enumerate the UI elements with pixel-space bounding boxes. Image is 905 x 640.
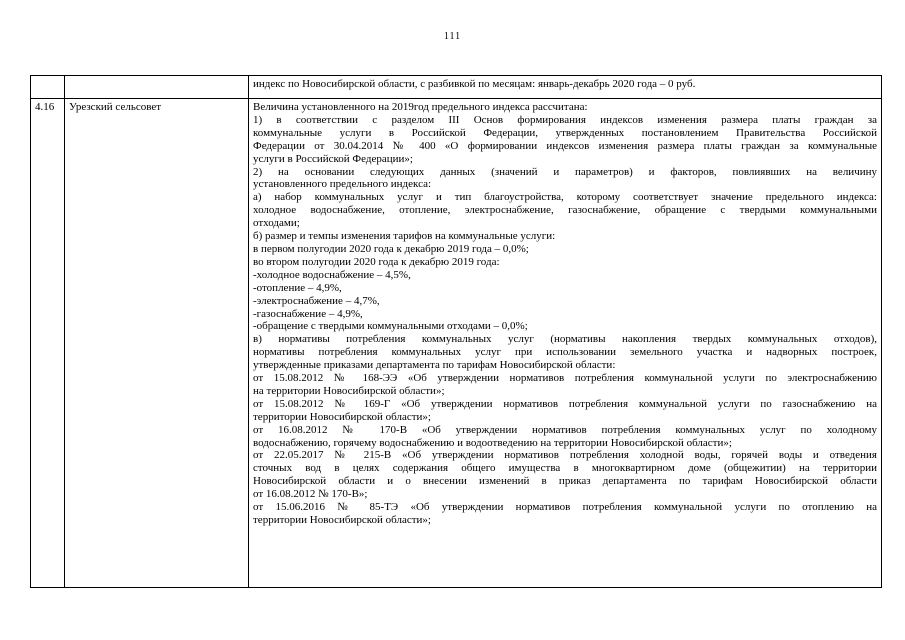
text-line: от 15.06.2016 № 85-ТЭ «Об утверждении нормативов потребления коммунальной услуги по отоплению на (253, 501, 877, 514)
text-line: нормативы потребления коммунальных услуг при использовании земельного участка и надворных построек, (253, 346, 877, 359)
text-line: а) набор коммунальных услуг и тип благоустройства, которому соответствует значение предельного индекса: (253, 191, 877, 204)
text-line: -холодное водоснабжение – 4,5%, (253, 268, 411, 281)
text-line: отходами; (253, 217, 300, 230)
text-line: водоснабжению, горячему водоснабжению и водоотведению на территории Новосибирской области»; (253, 436, 732, 449)
text-line: на территории Новосибирской области»; (253, 384, 445, 397)
text-line: во втором полугодии 2020 года к декабрю 2019 года: (253, 255, 500, 268)
text-line: от 15.08.2012 № 169-Г «Об утверждении нормативов потребления коммунальной услуги по газоснабжению на (253, 397, 877, 410)
tariff-table (30, 75, 882, 588)
text-line: от 16.08.2012 № 170-В»; (253, 488, 368, 501)
text-line: территории Новосибирской области»; (253, 514, 431, 526)
text-line: сточных вод в целях содержания общего имущества в многоквартирном доме (общежитии) на территории (253, 462, 877, 475)
text-line: Величина установленного на 2019год предельного индекса рассчитана: (253, 101, 588, 113)
text-line: Новосибирской области и о внесении изменений в приказ департамента по тарифам Новосибирской области (253, 475, 877, 488)
description-text (253, 101, 877, 527)
municipality-cell (65, 76, 249, 99)
text-line: в первом полугодии 2020 года к декабрю 2019 года – 0,0%; (253, 242, 529, 255)
page-number: 111 (443, 31, 462, 42)
text-line: от 16.08.2012 № 170-В «Об утверждении нормативов потребления коммунальных услуг по холодному (253, 423, 877, 436)
text-line: от 22.05.2017 № 215-В «Об утверждении нормативов потребления холодной воды, горячей воды и отведения (253, 449, 877, 462)
text-line: -отопление – 4,9%, (253, 281, 342, 294)
text-line: коммунальные услуги в Российской Федерации, утвержденных постановлением Правительства Российской (253, 126, 877, 139)
table-row (31, 76, 882, 99)
row-number-cell: 4.16 (31, 99, 65, 588)
text-line: б) размер и темпы изменения тарифов на коммунальные услуги: (253, 230, 556, 243)
text-line: услуги в Российской Федерации»; (253, 152, 413, 165)
text-line: от 15.08.2012 № 168-ЭЭ «Об утверждении нормативов потребления коммунальной услуги по электроснабжению (253, 372, 877, 385)
row-number-cell (31, 76, 65, 99)
text-line: установленного предельного индекса: (253, 178, 432, 191)
text-line: -обращение с твердыми коммунальными отходами – 0,0%; (253, 320, 528, 333)
municipality-cell: Урезский сельсовет (65, 99, 249, 588)
text-line: утвержденные приказами департамента по тарифам Новосибирской области: (253, 359, 616, 372)
text-line: холодное водоснабжение, отопление, электроснабжение, газоснабжение, обращение с твердыми коммунальными (253, 204, 877, 217)
text-line: -газоснабжение – 4,9%, (253, 307, 363, 320)
description-cell: индекс по Новосибирской области, с разбивкой по месяцам: январь-декабрь 2020 года – 0 руб. (249, 76, 882, 99)
text-line: 2) на основании следующих данных (значений и параметров) и факторов, повлиявших на величину (253, 165, 877, 178)
text-line: в) нормативы потребления коммунальных услуг (нормативы накопления твердых коммунальных отходов), (253, 333, 877, 346)
text-line: территории Новосибирской области»; (253, 410, 431, 423)
table-row (31, 99, 882, 588)
text-line: -электроснабжение – 4,7%, (253, 294, 380, 307)
text-line: Федерации от 30.04.2014 № 400 «О формировании индексов изменения размера платы граждан за коммунальные (253, 139, 877, 152)
text-line: 1) в соответствии с разделом III Основ формирования индексов изменения размера платы граждан за (253, 113, 877, 126)
description-cell (249, 99, 882, 588)
